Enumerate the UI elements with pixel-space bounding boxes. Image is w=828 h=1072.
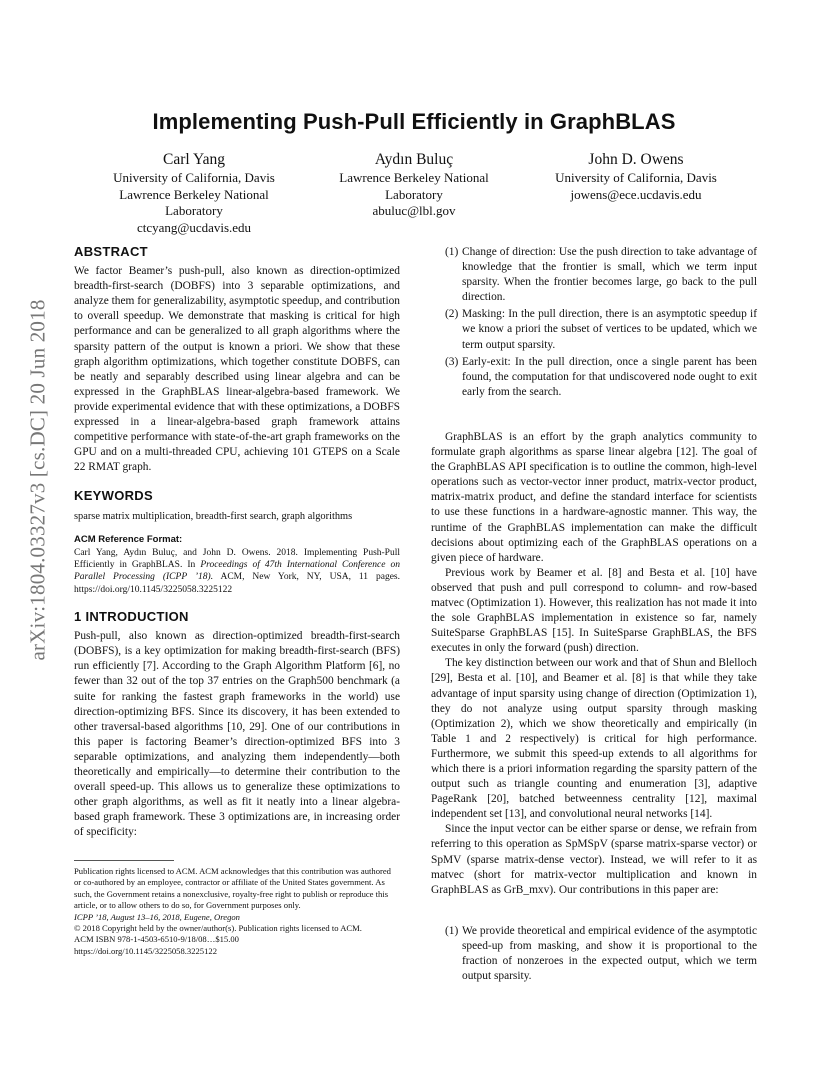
acm-reference-text: Carl Yang, Aydın Buluç, and John D. Owens. 2018. Implementing Push-Pull Efficiently in GraphBLAS. In [74,547,400,571]
keywords-text: sparse matrix multiplication, breadth-first search, graph algorithms [74,510,353,522]
copyright-footnote [74,860,400,957]
left-column [74,244,400,840]
optimization-list [431,245,757,400]
keywords-heading: KEYWORDS [74,488,153,504]
footnote-doi: https://doi.org/10.1145/3225058.3225122 [74,945,217,956]
list-item-text: Masking: In the pull direction, there is an asymptotic speedup if we know a priori the subset of vertices to be updated, which we term output sparsity. [462,308,757,351]
arxiv-sidebar [26,285,50,675]
list-item [431,924,757,984]
list-item-text: Change of direction: Use the push direction to take advantage of knowledge that the frontier is small, which we term input sparsity. When the frontier becomes large, go back to the pull direction. [462,246,757,304]
paragraph: Since the input vector can be either sparse or dense, we refrain from referring to this operation as SpMSpV (sparse matrix-sparse vector) or SpMV (sparse matrix-dense vector). Instead, we will refer to it as matvec (short for matrix-vector multiplication and known in GraphBLAS as GrB_mxv). Our contributions in this paper are: [431,823,757,896]
abstract-text: We factor Beamer’s push-pull, also known as direction-optimized breadth-first-search (DOBFS) into 3 separable optimizations, and analyze them for generalizability, asymptotic speedup, and contribution to overall speedup. We demonstrate that masking is critical for high performance and can be generalized to all graph algorithms where the sparsity pattern of the output is known a priori. We show that these graph algorithm optimizations, which together constitute DOBFS, can be neatly and separably described using linear algebra and can be expressed in the GraphBLAS linear-algebra-based framework. We provide experimental evidence that with these optimizations, a DOBFS expressed in a linear-algebra-based graph framework attains competitive performance with state-of-the-art graph frameworks on the GPU and on a multi-threaded CPU, achieving 101 GTEPS on a Scale 22 RMAT graph. [74,265,401,474]
right-column [431,245,757,986]
paragraph: The key distinction between our work and that of Shun and Blelloch [29], Besta et al. [10], and Beamer et al. [8] is that while they take advantage of input sparsity using change of direction (Optimization 1), they do not analyze using output sparsity through masking (Optimization 2), which we show theoretically and empirically (in Table 1 and 2 respectively) is critical for high performance. Furthermore, we submit this speed-up extends to all algorithms for which there is a priori information regarding the sparsity pattern of the output such as triangle counting and enumeration [3], adaptive PageRank [20], batched betweenness centrality [12], maximal independent set [13], and convolutional neural networks [14]. [431,657,757,821]
author-name: Carl Yang [162,151,225,168]
list-item-number: (3) [445,355,459,368]
contribution-list [431,924,757,984]
list-item [431,245,757,305]
list-item-text: We provide theoretical and empirical evidence of the asymptotic speed-up from masking, and show it is proportional to the fraction of nonzeroes in the expected output, which we term output sparsity. [462,924,757,983]
footnote-text: Publication rights licensed to ACM. ACM acknowledges that this contribution was authored or co-authored by an employee, contractor or affiliate of the United States government. As such, the Government retains a nonexclusive, royalty-free right to publish or reproduce this article, or to allow others to do so, for Government purposes only. [74,866,391,911]
footnote-venue: ICPP ’18, August 13–16, 2018, Eugene, Oregon [74,911,240,922]
acm-reference-venue: Proceedings of 47th International Conference on Parallel Processing (ICPP ’18). [74,560,400,583]
footnote-rule [74,860,174,861]
acm-reference-text: ACM, New York, NY, USA, 11 pages. https://doi.org/10.1145/3225058.3225122 [74,572,400,595]
author-affiliation: University of California, Davis [555,170,717,185]
author-email: jowens@ece.ucdavis.edu [570,186,702,202]
footnote-text: ACM ISBN 978-1-4503-6510-9/18/08…$15.00 [74,934,239,945]
author-block [94,150,294,236]
abstract-heading: ABSTRACT [74,244,148,259]
list-item [431,355,757,400]
footnote-text: © 2018 Copyright held by the owner/author(s). Publication rights licensed to ACM. [74,923,362,934]
list-item-number: (2) [445,308,459,321]
author-email: abuluc@lbl.gov [372,203,456,218]
list-item-text: Early-exit: In the pull direction, once a single parent has been found, the computation for that undiscovered node ought to exit early from the search. [462,355,757,398]
author-block [314,150,514,220]
section-heading-introduction: 1 INTRODUCTION [74,609,189,625]
acm-reference-heading: ACM Reference Format: [74,533,183,545]
introduction-text: Push-pull, also known as direction-optimized breadth-first-search (DOBFS), is a key optimization for making breadth-first-search (BFS) run efficiently [7]. According to the Graph Algorithm Platform [6], no fewer than 32 out of the top 37 entries on the Graph500 benchmark (a suite for ranking the fastest graph frameworks in the world) use direction-optimizing BFS. Since its discovery, it has been extended to other traversal-based algorithms [10, 29]. One of our contributions in this paper is factoring Beamer’s direction-optimized BFS into 3 separable optimizations, and analyzing them independently—both theoretically and empirically—to determine their contribution to the overall speed-up. This allows us to generalize these optimizations to other graph algorithms, as well as fit it neatly into a linear algebra-based graph framework. These 3 optimizations are, in increasing order of specificity: [74,630,400,839]
acm-reference [74,534,400,596]
author-name: Aydın Buluç [374,151,454,168]
paragraph: GraphBLAS is an effort by the graph analytics community to formulate graph algorithms as sparse linear algebra [12]. The goal of the GraphBLAS API specification is to outline the common, high-level operations such as vector-vector inner product, matrix-vector product, matrix-matrix product, and define the standard interface for scientists to use these functions in a hardware-agnostic manner. This way, the runtime of the GraphBLAS implementation can make the difficult decisions about optimizing each of the GraphBLAS operations on a given piece of hardware. [431,430,757,564]
author-block [536,150,736,203]
paragraph: Previous work by Beamer et al. [8] and Besta et al. [10] have observed that push and pull correspond to column- and row-based matvec (Optimization 1). However, this realization has not made it into the sole GraphBLAS implementation in existence so far, namely SuiteSparse GraphBLAS [15]. In SuiteSparse GraphBLAS, the BFS executes in only the forward (push) direction. [431,566,757,655]
author-name: John D. Owens [588,151,684,168]
author-affiliation: Laboratory [385,186,443,202]
list-item-number: (1) [445,924,459,937]
list-item-number: (1) [445,246,459,258]
paper-title: Implementing Push-Pull Efficiently in GraphBLAS [152,109,676,134]
author-email: ctcyang@ucdavis.edu [136,219,252,235]
arxiv-identifier: arXiv:1804.03327v3 [cs.DC] 20 Jun 2018 [25,299,50,661]
list-item [431,307,757,352]
author-affiliation: University of California, Davis [113,170,275,185]
author-affiliation: Laboratory [165,203,223,218]
author-affiliation: Lawrence Berkeley National [339,170,489,185]
author-affiliation: Lawrence Berkeley National [119,186,269,202]
